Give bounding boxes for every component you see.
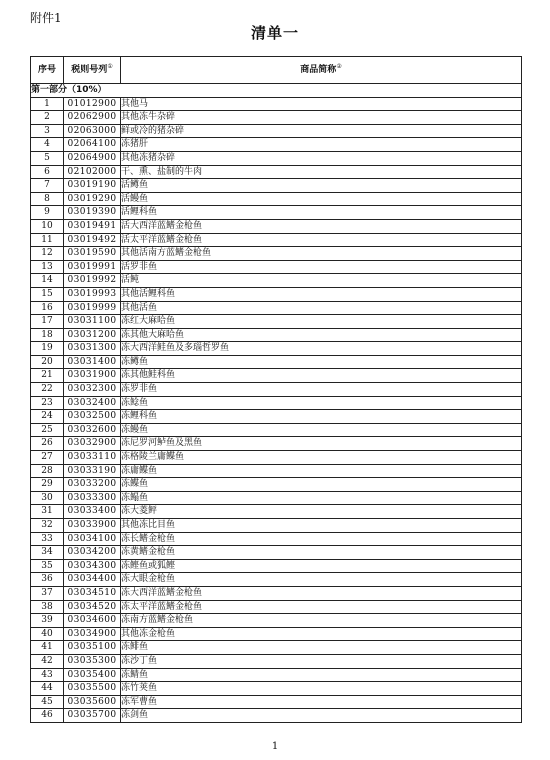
- row-code: 03034900: [64, 627, 121, 641]
- section-label: 第一部分（10%）: [31, 84, 522, 98]
- row-seq: 22: [31, 383, 64, 397]
- row-name: 冻黄鳍金枪鱼: [121, 546, 522, 560]
- row-code: 03019491: [64, 219, 121, 233]
- row-code: 03031200: [64, 328, 121, 342]
- table-row: [31, 641, 522, 655]
- row-code: 03033190: [64, 464, 121, 478]
- row-seq: 17: [31, 315, 64, 329]
- row-seq: 30: [31, 491, 64, 505]
- table-row: [31, 505, 522, 519]
- table-row: [31, 573, 522, 587]
- row-seq: 20: [31, 355, 64, 369]
- header-name: [121, 57, 522, 84]
- row-seq: 43: [31, 668, 64, 682]
- row-seq: 46: [31, 709, 64, 723]
- row-name: 冻鲽鱼: [121, 478, 522, 492]
- attachment-label: 附件1: [30, 11, 62, 25]
- table-row: [31, 274, 522, 288]
- row-name: 活罗非鱼: [121, 260, 522, 274]
- row-name: 冻大菱鲆: [121, 505, 522, 519]
- row-code: 03033200: [64, 478, 121, 492]
- table-row: [31, 654, 522, 668]
- row-seq: 2: [31, 111, 64, 125]
- table-header-row: [31, 57, 522, 84]
- row-code: 02064900: [64, 151, 121, 165]
- row-code: 03033900: [64, 519, 121, 533]
- row-name: 冻军曹鱼: [121, 695, 522, 709]
- table-row: [31, 328, 522, 342]
- table-row: [31, 124, 522, 138]
- row-code: 02064100: [64, 138, 121, 152]
- row-name: 冻鲭鱼: [121, 668, 522, 682]
- header-seq: [31, 57, 64, 84]
- table-row: [31, 423, 522, 437]
- section-row: [31, 84, 522, 98]
- table-row: [31, 97, 522, 111]
- row-seq: 9: [31, 206, 64, 220]
- table-row: [31, 396, 522, 410]
- row-name: 冻剑鱼: [121, 709, 522, 723]
- row-name: 冻鲶鱼: [121, 396, 522, 410]
- table-row: [31, 464, 522, 478]
- table-body: [31, 84, 522, 723]
- row-code: 03032500: [64, 410, 121, 424]
- header-name-label: 商品简称: [300, 65, 337, 75]
- table-row: [31, 287, 522, 301]
- row-seq: 44: [31, 682, 64, 696]
- row-code: 01012900: [64, 97, 121, 111]
- table-row: [31, 627, 522, 641]
- row-name: 冻鳗鱼: [121, 423, 522, 437]
- table-row: [31, 478, 522, 492]
- row-name: 冻大眼金枪鱼: [121, 573, 522, 587]
- row-code: 03035500: [64, 682, 121, 696]
- table-row: [31, 247, 522, 261]
- row-seq: 25: [31, 423, 64, 437]
- table-row: [31, 138, 522, 152]
- table-row: [31, 206, 522, 220]
- row-code: 03031400: [64, 355, 121, 369]
- row-name: 活鳟鱼: [121, 179, 522, 193]
- row-code: 03032600: [64, 423, 121, 437]
- row-seq: 5: [31, 151, 64, 165]
- row-seq: 39: [31, 614, 64, 628]
- row-seq: 42: [31, 654, 64, 668]
- table-row: [31, 355, 522, 369]
- row-seq: 40: [31, 627, 64, 641]
- row-code: 03033300: [64, 491, 121, 505]
- table-row: [31, 491, 522, 505]
- table-row: [31, 437, 522, 451]
- row-code: 03034520: [64, 600, 121, 614]
- row-seq: 14: [31, 274, 64, 288]
- row-code: 03019590: [64, 247, 121, 261]
- table-row: [31, 682, 522, 696]
- table-row: [31, 383, 522, 397]
- table-row: [31, 614, 522, 628]
- row-name: 其他活鲤科鱼: [121, 287, 522, 301]
- row-seq: 4: [31, 138, 64, 152]
- row-name: 其他活南方蓝鳍金枪鱼: [121, 247, 522, 261]
- table-row: [31, 695, 522, 709]
- header-code-label: 税则号列: [71, 65, 108, 75]
- row-seq: 24: [31, 410, 64, 424]
- table-row: [31, 192, 522, 206]
- row-code: 03034510: [64, 586, 121, 600]
- tariff-list-table: [30, 56, 522, 723]
- row-seq: 19: [31, 342, 64, 356]
- header-name-footnote: ②: [336, 63, 342, 70]
- row-name: 冻鳎鱼: [121, 491, 522, 505]
- table-row: [31, 315, 522, 329]
- row-name: 其他冻猪杂碎: [121, 151, 522, 165]
- header-seq-label: 序号: [37, 65, 56, 75]
- row-seq: 34: [31, 546, 64, 560]
- row-name: 其他冻牛杂碎: [121, 111, 522, 125]
- row-seq: 3: [31, 124, 64, 138]
- row-code: 03035100: [64, 641, 121, 655]
- table-row: [31, 179, 522, 193]
- row-name: 其他冻比目鱼: [121, 519, 522, 533]
- row-seq: 8: [31, 192, 64, 206]
- row-seq: 37: [31, 586, 64, 600]
- table-row: [31, 668, 522, 682]
- row-code: 03035600: [64, 695, 121, 709]
- row-name: 活太平洋蓝鳍金枪鱼: [121, 233, 522, 247]
- row-name: 干、熏、盐制的牛肉: [121, 165, 522, 179]
- row-name: 冻格陵兰庸鲽鱼: [121, 451, 522, 465]
- row-code: 03033400: [64, 505, 121, 519]
- header-code: [64, 57, 121, 84]
- table-row: [31, 709, 522, 723]
- row-name: 冻尼罗河鲈鱼及黑鱼: [121, 437, 522, 451]
- table-row: [31, 111, 522, 125]
- row-seq: 35: [31, 559, 64, 573]
- row-seq: 16: [31, 301, 64, 315]
- row-code: 03035400: [64, 668, 121, 682]
- row-code: 03034400: [64, 573, 121, 587]
- row-name: 冻猪肝: [121, 138, 522, 152]
- table-row: [31, 519, 522, 533]
- row-code: 03031100: [64, 315, 121, 329]
- table-row: [31, 165, 522, 179]
- row-seq: 26: [31, 437, 64, 451]
- row-name: 鲜或冷的猪杂碎: [121, 124, 522, 138]
- table-row: [31, 151, 522, 165]
- row-code: 03034200: [64, 546, 121, 560]
- row-code: 03019190: [64, 179, 121, 193]
- table-row: [31, 219, 522, 233]
- table-row: [31, 451, 522, 465]
- row-name: 冻南方蓝鳍金枪鱼: [121, 614, 522, 628]
- table-row: [31, 410, 522, 424]
- row-seq: 45: [31, 695, 64, 709]
- row-code: 02102000: [64, 165, 121, 179]
- row-name: 冻竹荚鱼: [121, 682, 522, 696]
- table-row: [31, 369, 522, 383]
- table-row: [31, 233, 522, 247]
- row-seq: 23: [31, 396, 64, 410]
- row-code: 03033110: [64, 451, 121, 465]
- header-code-footnote: ①: [107, 63, 113, 70]
- row-seq: 6: [31, 165, 64, 179]
- table-row: [31, 559, 522, 573]
- row-code: 03019992: [64, 274, 121, 288]
- row-name: 活鲤科鱼: [121, 206, 522, 220]
- row-code: 02062900: [64, 111, 121, 125]
- row-name: 冻大西洋鲑鱼及多瑙哲罗鱼: [121, 342, 522, 356]
- row-seq: 36: [31, 573, 64, 587]
- table-row: [31, 260, 522, 274]
- table-row: [31, 600, 522, 614]
- table-row: [31, 342, 522, 356]
- row-name: 冻鲱鱼: [121, 641, 522, 655]
- row-seq: 12: [31, 247, 64, 261]
- row-code: 03031300: [64, 342, 121, 356]
- row-name: 冻沙丁鱼: [121, 654, 522, 668]
- row-name: 冻大西洋蓝鳍金枪鱼: [121, 586, 522, 600]
- row-name: 其他冻金枪鱼: [121, 627, 522, 641]
- row-name: 活鲀: [121, 274, 522, 288]
- row-seq: 33: [31, 532, 64, 546]
- page-title: 清单一: [250, 24, 299, 42]
- row-name: 冻其他大麻哈鱼: [121, 328, 522, 342]
- row-seq: 28: [31, 464, 64, 478]
- row-seq: 7: [31, 179, 64, 193]
- row-seq: 18: [31, 328, 64, 342]
- row-code: 03019290: [64, 192, 121, 206]
- row-name: 冻太平洋蓝鳍金枪鱼: [121, 600, 522, 614]
- row-seq: 41: [31, 641, 64, 655]
- row-seq: 15: [31, 287, 64, 301]
- row-code: 03035300: [64, 654, 121, 668]
- row-code: 03032900: [64, 437, 121, 451]
- row-name: 冻庸鲽鱼: [121, 464, 522, 478]
- row-code: 03031900: [64, 369, 121, 383]
- row-name: 冻罗非鱼: [121, 383, 522, 397]
- row-code: 03032300: [64, 383, 121, 397]
- row-code: 03034100: [64, 532, 121, 546]
- table-row: [31, 546, 522, 560]
- row-name: 活大西洋蓝鳍金枪鱼: [121, 219, 522, 233]
- row-code: 03019991: [64, 260, 121, 274]
- row-seq: 32: [31, 519, 64, 533]
- row-seq: 13: [31, 260, 64, 274]
- row-name: 冻其他鲑科鱼: [121, 369, 522, 383]
- row-seq: 21: [31, 369, 64, 383]
- row-seq: 29: [31, 478, 64, 492]
- row-name: 冻鳟鱼: [121, 355, 522, 369]
- row-seq: 11: [31, 233, 64, 247]
- row-name: 冻红大麻哈鱼: [121, 315, 522, 329]
- row-name: 冻长鳍金枪鱼: [121, 532, 522, 546]
- row-code: 03035700: [64, 709, 121, 723]
- row-code: 03032400: [64, 396, 121, 410]
- row-seq: 27: [31, 451, 64, 465]
- row-name: 其他马: [121, 97, 522, 111]
- page-number: 1: [271, 741, 279, 752]
- table-row: [31, 301, 522, 315]
- row-code: 02063000: [64, 124, 121, 138]
- row-code: 03019390: [64, 206, 121, 220]
- row-code: 03019993: [64, 287, 121, 301]
- row-code: 03034300: [64, 559, 121, 573]
- table-row: [31, 586, 522, 600]
- row-code: 03019492: [64, 233, 121, 247]
- row-name: 冻鲤科鱼: [121, 410, 522, 424]
- row-name: 冻鲣鱼或狐鲣: [121, 559, 522, 573]
- table-row: [31, 532, 522, 546]
- row-seq: 10: [31, 219, 64, 233]
- row-name: 活鳗鱼: [121, 192, 522, 206]
- row-seq: 1: [31, 97, 64, 111]
- row-code: 03034600: [64, 614, 121, 628]
- row-name: 其他活鱼: [121, 301, 522, 315]
- row-seq: 31: [31, 505, 64, 519]
- row-code: 03019999: [64, 301, 121, 315]
- row-seq: 38: [31, 600, 64, 614]
